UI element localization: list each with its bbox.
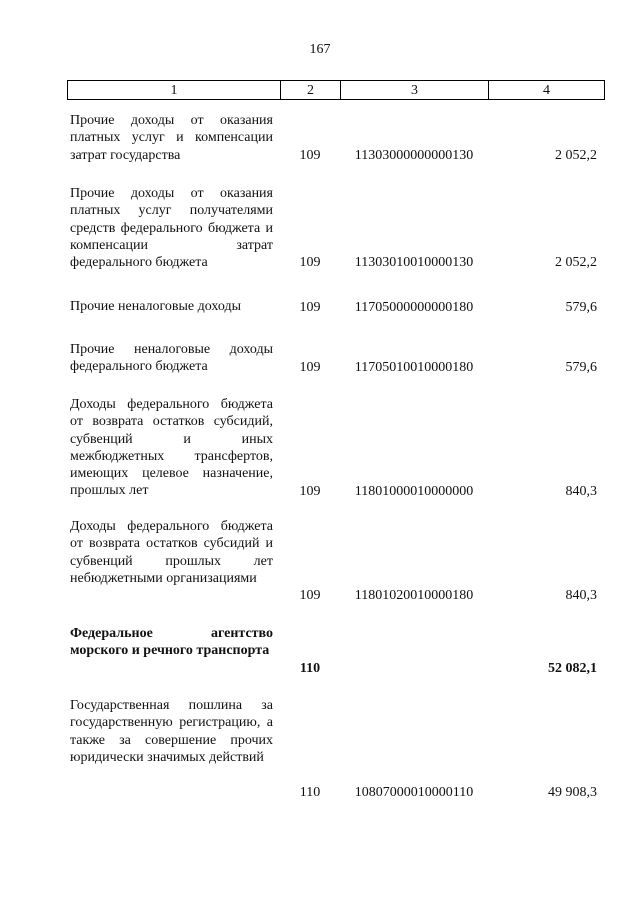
table-row bbox=[67, 396, 605, 500]
column-header-1: 1 bbox=[68, 81, 281, 99]
row-code: 109 bbox=[299, 299, 321, 315]
table-row bbox=[67, 625, 605, 677]
row-kbk: 11801000010000000 bbox=[354, 483, 474, 499]
row-amount: 2 052,2 bbox=[555, 254, 597, 270]
column-header-2: 2 bbox=[281, 81, 341, 99]
row-name: Прочие доходы от оказания платных услуг и компенсации затрат государства bbox=[70, 113, 273, 163]
table-row bbox=[67, 185, 605, 271]
row-name: Прочие неналоговые доходы федерального бюджета bbox=[70, 342, 273, 375]
row-amount: 52 082,1 bbox=[548, 660, 597, 676]
table-row bbox=[67, 341, 605, 376]
row-name: Государственная пошлина за государственную регистрацию, а также за совершение прочих юридически значимых действий bbox=[70, 698, 273, 765]
row-amount: 579,6 bbox=[565, 359, 597, 375]
column-header-3: 3 bbox=[341, 81, 489, 99]
row-name: Федеральное агентство морского и речного транспорта bbox=[70, 626, 273, 659]
row-name: Доходы федерального бюджета от возврата остатков субсидий и субвенций прошлых лет небюджетными организациями bbox=[70, 519, 273, 586]
row-kbk: 11705000000000180 bbox=[354, 299, 474, 315]
row-code: 109 bbox=[299, 147, 321, 163]
row-kbk: 10807000010000110 bbox=[354, 784, 474, 800]
row-code: 109 bbox=[299, 587, 321, 603]
row-code: 110 bbox=[299, 784, 321, 800]
column-header-4: 4 bbox=[543, 83, 550, 98]
row-kbk: 11801020010000180 bbox=[354, 587, 474, 603]
table-row bbox=[67, 112, 605, 164]
page-number: 167 bbox=[309, 42, 331, 57]
row-amount: 840,3 bbox=[565, 587, 597, 603]
table-header bbox=[67, 80, 605, 100]
row-amount: 840,3 bbox=[565, 483, 597, 499]
table-row bbox=[67, 518, 605, 604]
row-name: Доходы федерального бюджета от возврата остатков субсидий, субвенций и иных межбюджетных трансфертов, имеющих целевое назначение, прошлых лет bbox=[70, 397, 273, 499]
row-name: Прочие доходы от оказания платных услуг получателями средств федерального бюджета и компенсации затрат федерального бюджета bbox=[70, 186, 273, 271]
table-row bbox=[67, 697, 605, 801]
row-amount: 49 908,3 bbox=[548, 784, 597, 800]
row-amount: 579,6 bbox=[565, 299, 597, 315]
row-kbk: 11303010010000130 bbox=[354, 254, 474, 270]
row-code: 110 bbox=[299, 660, 321, 676]
row-kbk: 11705010010000180 bbox=[354, 359, 474, 375]
table-row bbox=[67, 298, 605, 316]
row-code: 109 bbox=[299, 254, 321, 270]
row-code: 109 bbox=[299, 359, 321, 375]
row-name: Прочие неналоговые доходы bbox=[70, 299, 242, 314]
row-kbk: 11303000000000130 bbox=[354, 147, 474, 163]
row-code: 109 bbox=[299, 483, 321, 499]
row-amount: 2 052,2 bbox=[555, 147, 597, 163]
